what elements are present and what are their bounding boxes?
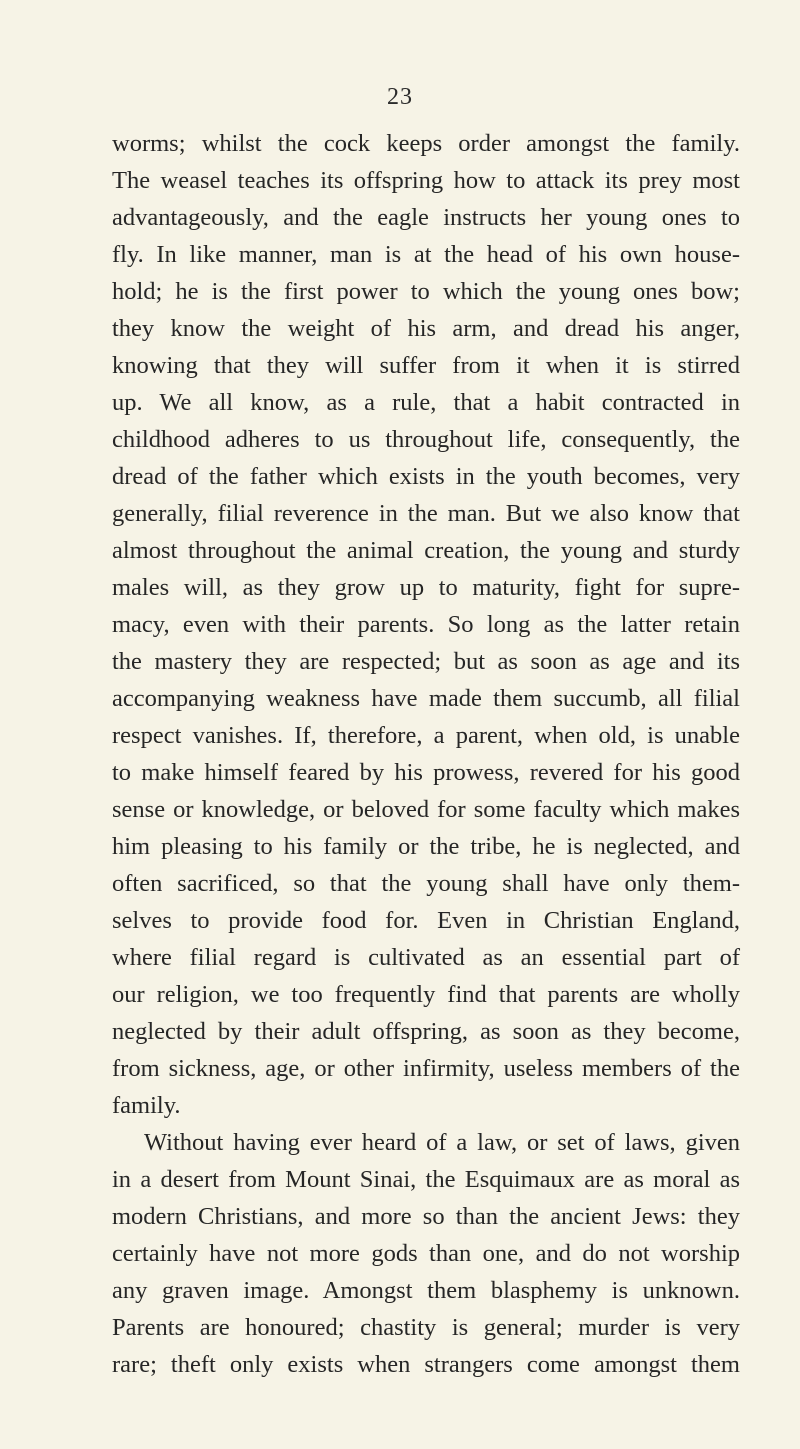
text-line: neglected by their adult offspring, as soon as they become, bbox=[112, 1018, 740, 1045]
text-line: childhood adheres to us throughout life, consequently, the bbox=[112, 426, 740, 453]
text-line: modern Christians, and more so than the ancient Jews: they bbox=[112, 1203, 740, 1230]
text-line: males will, as they grow up to maturity, fight for supre- bbox=[112, 574, 740, 601]
text-line: hold; he is the first power to which the young ones bow; bbox=[112, 278, 740, 305]
page-number: 23 bbox=[387, 84, 413, 110]
text-line: often sacrificed, so that the young shall have only them- bbox=[112, 870, 740, 897]
text-line: family. bbox=[112, 1092, 181, 1119]
text-line: respect vanishes. If, therefore, a parent, when old, is unable bbox=[112, 722, 740, 749]
text-line: almost throughout the animal creation, the young and sturdy bbox=[112, 537, 740, 564]
text-line: our religion, we too frequently find that parents are wholly bbox=[112, 981, 740, 1008]
text-line: Parents are honoured; chastity is general; murder is very bbox=[112, 1314, 740, 1341]
text-line: up. We all know, as a rule, that a habit contracted in bbox=[112, 389, 740, 416]
text-line: Without having ever heard of a law, or set of laws, given bbox=[144, 1129, 740, 1156]
text-line: in a desert from Mount Sinai, the Esquimaux are as moral as bbox=[112, 1166, 740, 1193]
text-line: any graven image. Amongst them blasphemy is unknown. bbox=[112, 1277, 740, 1304]
text-line: sense or knowledge, or beloved for some faculty which makes bbox=[112, 796, 740, 823]
text-line: selves to provide food for. Even in Christian England, bbox=[112, 907, 740, 934]
text-line: The weasel teaches its offspring how to attack its prey most bbox=[112, 167, 740, 194]
text-line: dread of the father which exists in the youth becomes, very bbox=[112, 463, 740, 490]
paragraph-2 bbox=[112, 1124, 740, 1383]
text-line: generally, filial reverence in the man. But we also know that bbox=[112, 500, 740, 527]
paragraph-1 bbox=[112, 125, 740, 1124]
text-line: advantageously, and the eagle instructs her young ones to bbox=[112, 204, 740, 231]
text-line: knowing that they will suffer from it when it is stirred bbox=[112, 352, 740, 379]
text-line: where filial regard is cultivated as an essential part of bbox=[112, 944, 740, 971]
text-line: they know the weight of his arm, and dread his anger, bbox=[112, 315, 740, 342]
text-line: the mastery they are respected; but as soon as age and its bbox=[112, 648, 740, 675]
text-line: him pleasing to his family or the tribe, he is neglected, and bbox=[112, 833, 740, 860]
text-line: fly. In like manner, man is at the head of his own house- bbox=[112, 241, 740, 268]
text-line: from sickness, age, or other infirmity, useless members of the bbox=[112, 1055, 740, 1082]
body-text bbox=[112, 125, 740, 1383]
text-line: macy, even with their parents. So long as the latter retain bbox=[112, 611, 740, 638]
text-line: accompanying weakness have made them succumb, all filial bbox=[112, 685, 740, 712]
text-line: to make himself feared by his prowess, revered for his good bbox=[112, 759, 740, 786]
text-line: worms; whilst the cock keeps order amongst the family. bbox=[112, 130, 740, 157]
text-line: certainly have not more gods than one, and do not worship bbox=[112, 1240, 740, 1267]
text-line: rare; theft only exists when strangers come amongst them bbox=[112, 1351, 740, 1378]
